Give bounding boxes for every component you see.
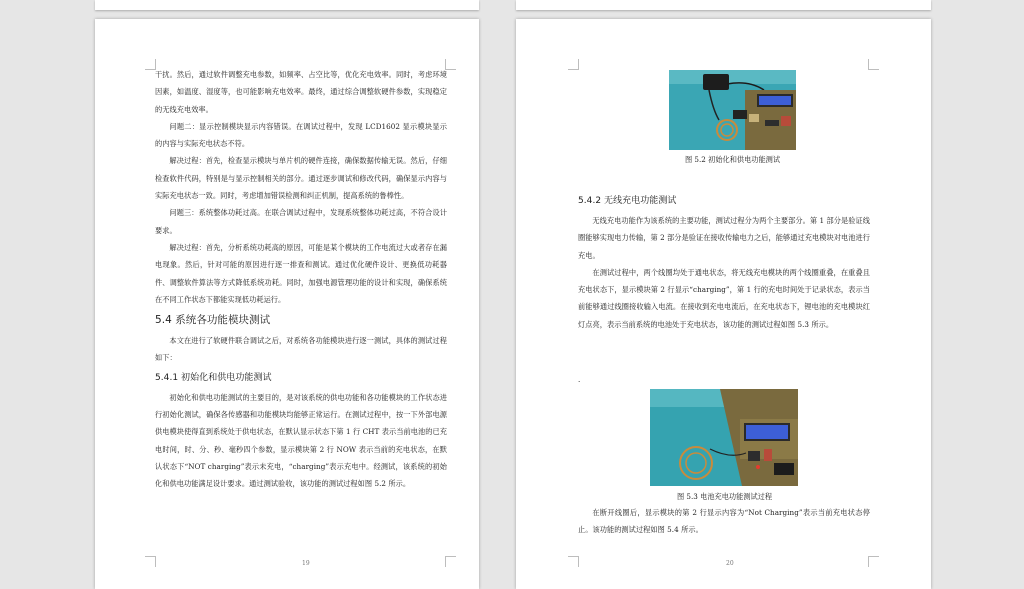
paragraph: 问题三：系统整体功耗过高。在联合调试过程中，发现系统整体功耗过高，不符合设计要求。 (155, 208, 447, 235)
paragraph: 初始化和供电功能测试的主要目的，是对该系统的供电功能和各功能模块的工作状态进行初始化测试，确保各传感器和功能模块均能够正常运行。在测试过程中，按一下外部电源供电模块使得直到系统处于供电状态，在默认显示状态下第 1 行 CHT 表示当前电池的已充电时间，时、分、秒、毫秒四个参数，显示模块第 2 行 NOW 表示当前的充电状态，在默认状态下“NOT charging”表示未充电，“charging”表示充电中。经测试，该系统的初始化和供电功能满足设计要求。通过测试验收，该功能的测试过程如图 5.2 所示。 (155, 392, 447, 489)
page-body (578, 190, 870, 333)
subsection-heading: 5.4.1 初始化和供电功能测试 (155, 372, 272, 383)
corner-mark-bottom-right (445, 556, 456, 567)
corner-mark-top-left (568, 59, 579, 70)
corner-mark-bottom-right (868, 556, 879, 567)
document-page-20 (516, 19, 931, 589)
corner-mark-top-right (868, 59, 879, 70)
paragraph: 解决过程：首先，分析系统功耗高的原因，可能是某个模块的工作电流过大或者存在漏电现象。然后，针对可能的原因进行逐一排查和测试。通过优化硬件设计、更换低功耗器件、调整软件算法等方式降低系统功耗。同时，加强电源管理功能的设计和实现，确保系统在不同工作状态下都能实现低功耗运行。 (155, 242, 447, 304)
previous-page-right-edge (516, 0, 931, 10)
document-page-19 (95, 19, 479, 589)
paragraph: 在测试过程中，两个线圈均处于通电状态，将无线充电模块的两个线圈重叠，在重叠且充电状态下，显示模块第 2 行显示“charging”，第 1 行的充电时间处于记录状态，表示当前能够通过线圈接收输入电流。在接收到充电电流后，在充电状态下，锂电池的充电模块红灯点亮，表示当前系统的电池处于充电状态，该功能的测试过程如图 5.3 所示。 (578, 267, 870, 329)
previous-page-left-edge (95, 0, 479, 10)
paragraph: 解决过程：首先，检查显示模块与单片机的硬件连接，确保数据传输无误。然后，仔细检查软件代码，特别是与显示控制相关的部分。通过逐步调试和修改代码，确保显示内容与实际充电状态一致。同时，考虑增加错误检测和纠正机制，提高系统的鲁棒性。 (155, 156, 447, 201)
page-number: 19 (302, 560, 310, 567)
section-heading: 5.4 系统各功能模块测试 (155, 314, 271, 327)
figure-photo-initialization-test (669, 70, 796, 150)
figure-caption: 图 5.3 电池充电功能测试过程 (676, 492, 773, 501)
photo-image (650, 389, 798, 486)
paragraph: 问题二：显示控制模块显示内容错误。在调试过程中，发现 LCD1602 显示模块显示的内容与实际充电状态不符。 (155, 121, 447, 149)
corner-mark-bottom-left (568, 556, 579, 567)
corner-mark-bottom-left (145, 556, 156, 567)
paragraph: 在断开线圈后，显示模块的第 2 行显示内容为“Not Charging”表示当前充电状态停止。该功能的测试过程如图 5.4 所示。 (578, 508, 870, 535)
stray-mark: . (578, 375, 581, 384)
subsection-heading: 5.4.2 无线充电功能测试 (578, 196, 677, 206)
figure-caption: 图 5.2 初始化和供电功能测试 (684, 155, 781, 164)
paragraph: 本文在进行了软硬件联合调试之后，对系统各功能模块进行逐一测试，具体的测试过程如下： (155, 336, 447, 363)
figure-photo-charging-test (650, 389, 798, 486)
paragraph: 干扰。然后，通过软件调整充电参数，如频率、占空比等，优化充电效率。同时，考虑环境因素，如温度、湿度等，也可能影响充电效率。最终，通过综合调整软硬件参数，实现稳定的无线充电效率。 (155, 70, 447, 114)
photo-image (669, 70, 796, 150)
closing-text (578, 504, 870, 539)
page-number: 20 (726, 560, 734, 567)
page-body (155, 66, 447, 493)
paragraph: 无线充电功能作为该系统的主要功能，测试过程分为两个主要部分。第 1 部分是验证线圈能够实现电力传输，第 2 部分是验证在接收传输电力之后，能够通过充电模块对电池进行充电。 (578, 216, 870, 260)
